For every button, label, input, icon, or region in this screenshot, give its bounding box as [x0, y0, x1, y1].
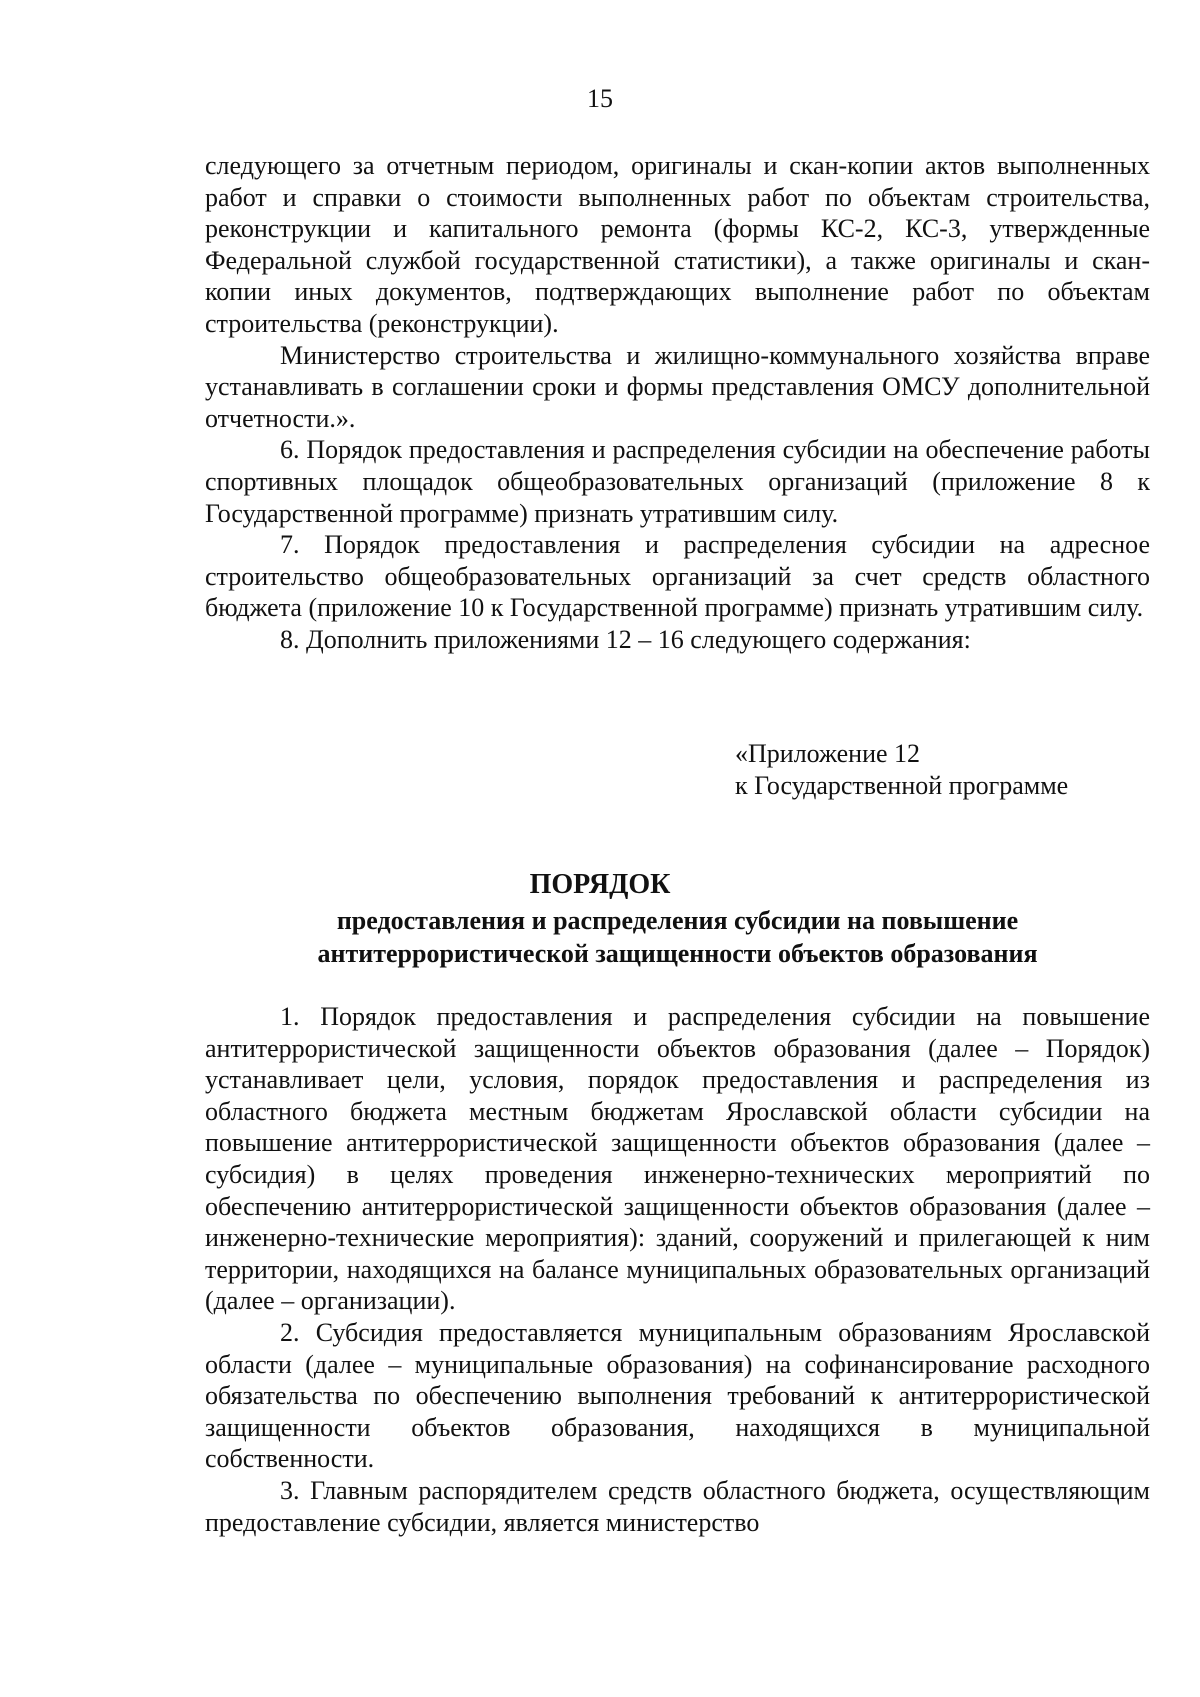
document-title: ПОРЯДОК — [529, 869, 671, 900]
paragraph-item-6: 6. Порядок предоставления и распределения субсидии на обеспечение работы спортивных площадок общеобразовательных организаций (приложение 8 к Государственной программе) признать утратившим силу. — [205, 435, 1150, 528]
paragraph-point-1: 1. Порядок предоставления и распределения субсидии на повышение антитеррористической защищенности объектов образования (далее – Порядок) устанавливает цели, условия, порядок предоставления и распределения из областного бюджета местным бюджетам Ярославской области субсидии на повышение антитеррористической защищенности объектов образования (далее – субсидия) в целях проведения инженерно-технических мероприятий по обеспечению антитеррористической защищенности объектов образования (далее – инженерно-технические мероприятия): зданий, сооружений и прилегающей к ним территории, находящихся на балансе муниципальных образовательных организаций (далее – организации). — [205, 1002, 1150, 1316]
paragraph-ministry-reporting: Министерство строительства и жилищно-коммунального хозяйства вправе устанавливать в соглашении сроки и формы представления ОМСУ дополнительной отчетности.». — [205, 340, 1150, 433]
paragraph-continuation: следующего за отчетным периодом, оригиналы и скан-копии актов выполненных работ и справки о стоимости выполненных работ по объектам строительства, реконструкции и капитального ремонта (формы КС-2, КС-3, утвержденные Федеральной службой государственной статистики), а также оригиналы и скан-копии иных документов, подтверждающих выполнение работ по объектам строительства (реконструкции). — [205, 151, 1150, 338]
attachment-number: «Приложение 12 — [735, 739, 921, 768]
paragraph-point-2: 2. Субсидия предоставляется муниципальным образованиям Ярославской области (далее – муниципальные образования) на софинансирование расходного обязательства по обеспечению выполнения требований к антитеррористической защищенности объектов образования, находящихся в муниципальной собственности. — [205, 1317, 1150, 1474]
paragraph-point-3: 3. Главным распорядителем средств областного бюджета, осуществляющим предоставление субсидии, является министерство — [205, 1475, 1150, 1537]
attachment-heading — [735, 738, 1155, 802]
attachment-reference: к Государственной программе — [735, 771, 1069, 800]
page-number: 15 — [587, 84, 613, 113]
document-subtitle — [205, 904, 1150, 970]
procedure-text — [205, 1001, 1150, 1538]
previous-section-text — [205, 150, 1150, 656]
paragraph-item-7: 7. Порядок предоставления и распределения субсидии на адресное строительство общеобразовательных организаций за счет средств областного бюджета (приложение 10 к Государственной программе) признать утратившим силу. — [205, 530, 1150, 623]
subtitle-line-2: антитеррористической защищенности объектов образования — [317, 939, 1038, 968]
paragraph-item-8: 8. Дополнить приложениями 12 – 16 следующего содержания: — [280, 624, 971, 654]
subtitle-line-1: предоставления и распределения субсидии на повышение — [336, 906, 1019, 935]
